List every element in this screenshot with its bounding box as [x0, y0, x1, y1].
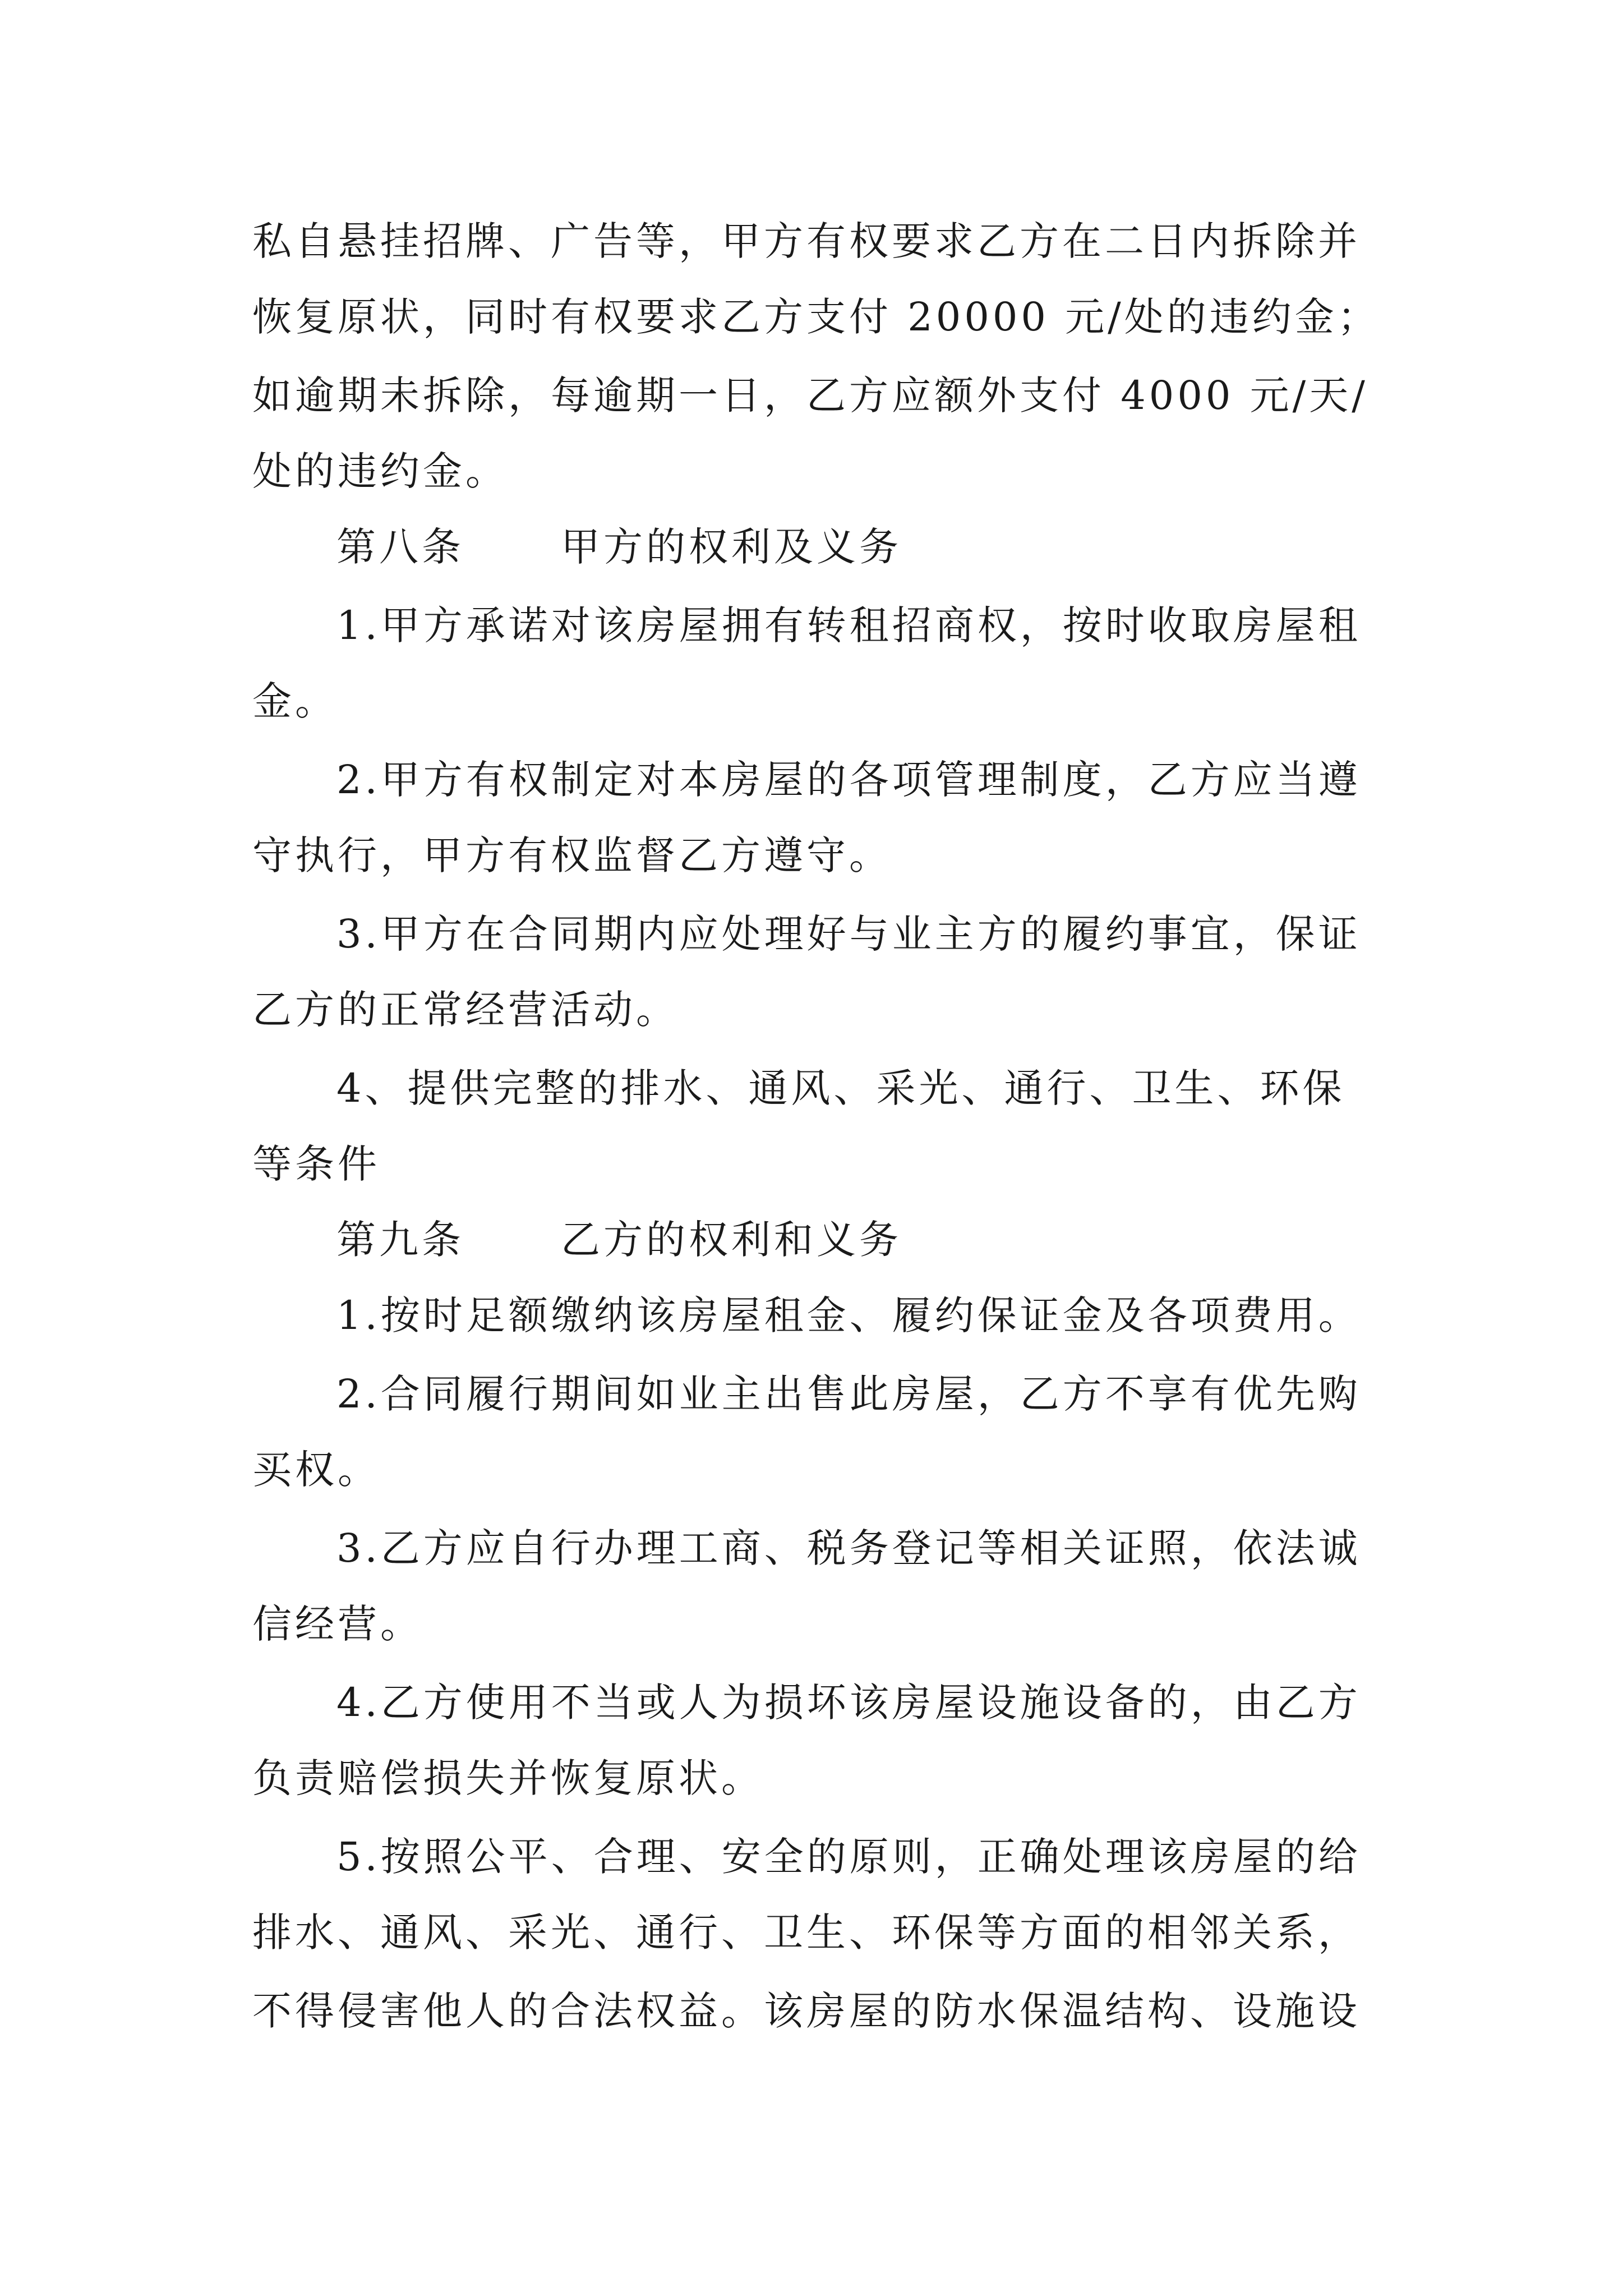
clause-line: 3.乙方应自行办理工商、税务登记等相关证照，依法诚 — [336, 1525, 1361, 1571]
article-number: 第八条 — [336, 524, 464, 570]
clause-line: 乙方的正常经营活动。 — [252, 987, 679, 1033]
article-title: 甲方的权利及义务 — [561, 524, 902, 570]
clause-line: 2.合同履行期间如业主出售此房屋，乙方不享有优先购 — [336, 1371, 1361, 1417]
clause-line: 负责赔偿损失并恢复原状。 — [252, 1755, 764, 1801]
clause-line: 守执行，甲方有权监督乙方遵守。 — [252, 832, 892, 878]
clause-line: 1.按时足额缴纳该房屋租金、履约保证金及各项费用。 — [336, 1292, 1361, 1338]
clause-line: 2.甲方有权制定对本房屋的各项管理制度，乙方应当遵 — [336, 757, 1361, 803]
paragraph-line: 恢复原状，同时有权要求乙方支付 20000 元/处的违约金； — [252, 294, 1380, 340]
clause-line: 4.乙方使用不当或人为损坏该房屋设施设备的，由乙方 — [336, 1680, 1361, 1726]
clause-line: 3.甲方在合同期内应处理好与业主方的履约事宜，保证 — [336, 911, 1361, 957]
clause-line: 排水、通风、采光、通行、卫生、环保等方面的相邻关系， — [252, 1910, 1361, 1955]
clause-line: 等条件 — [252, 1141, 380, 1187]
clause-line: 不得侵害他人的合法权益。该房屋的防水保温结构、设施设 — [252, 1988, 1361, 2034]
clause-line: 5.按照公平、合理、安全的原则，正确处理该房屋的给 — [336, 1834, 1361, 1880]
article-heading — [336, 522, 902, 572]
clause-line: 金。 — [252, 678, 338, 724]
article-heading — [336, 1214, 902, 1265]
clause-line: 买权。 — [252, 1447, 380, 1493]
article-number: 第九条 — [336, 1217, 464, 1263]
clause-line: 信经营。 — [252, 1601, 423, 1647]
clause-line: 1.甲方承诺对该房屋拥有转租招商权，按时收取房屋租 — [336, 602, 1361, 648]
paragraph-line: 私自悬挂招牌、广告等，甲方有权要求乙方在二日内拆除并 — [252, 218, 1361, 264]
paragraph-line: 处的违约金。 — [252, 448, 508, 494]
article-title: 乙方的权利和义务 — [561, 1217, 902, 1263]
clause-line: 4、提供完整的排水、通风、采光、通行、卫生、环保 — [336, 1065, 1345, 1111]
paragraph-line: 如逾期未拆除，每逾期一日，乙方应额外支付 4000 元/天/ — [252, 372, 1368, 418]
